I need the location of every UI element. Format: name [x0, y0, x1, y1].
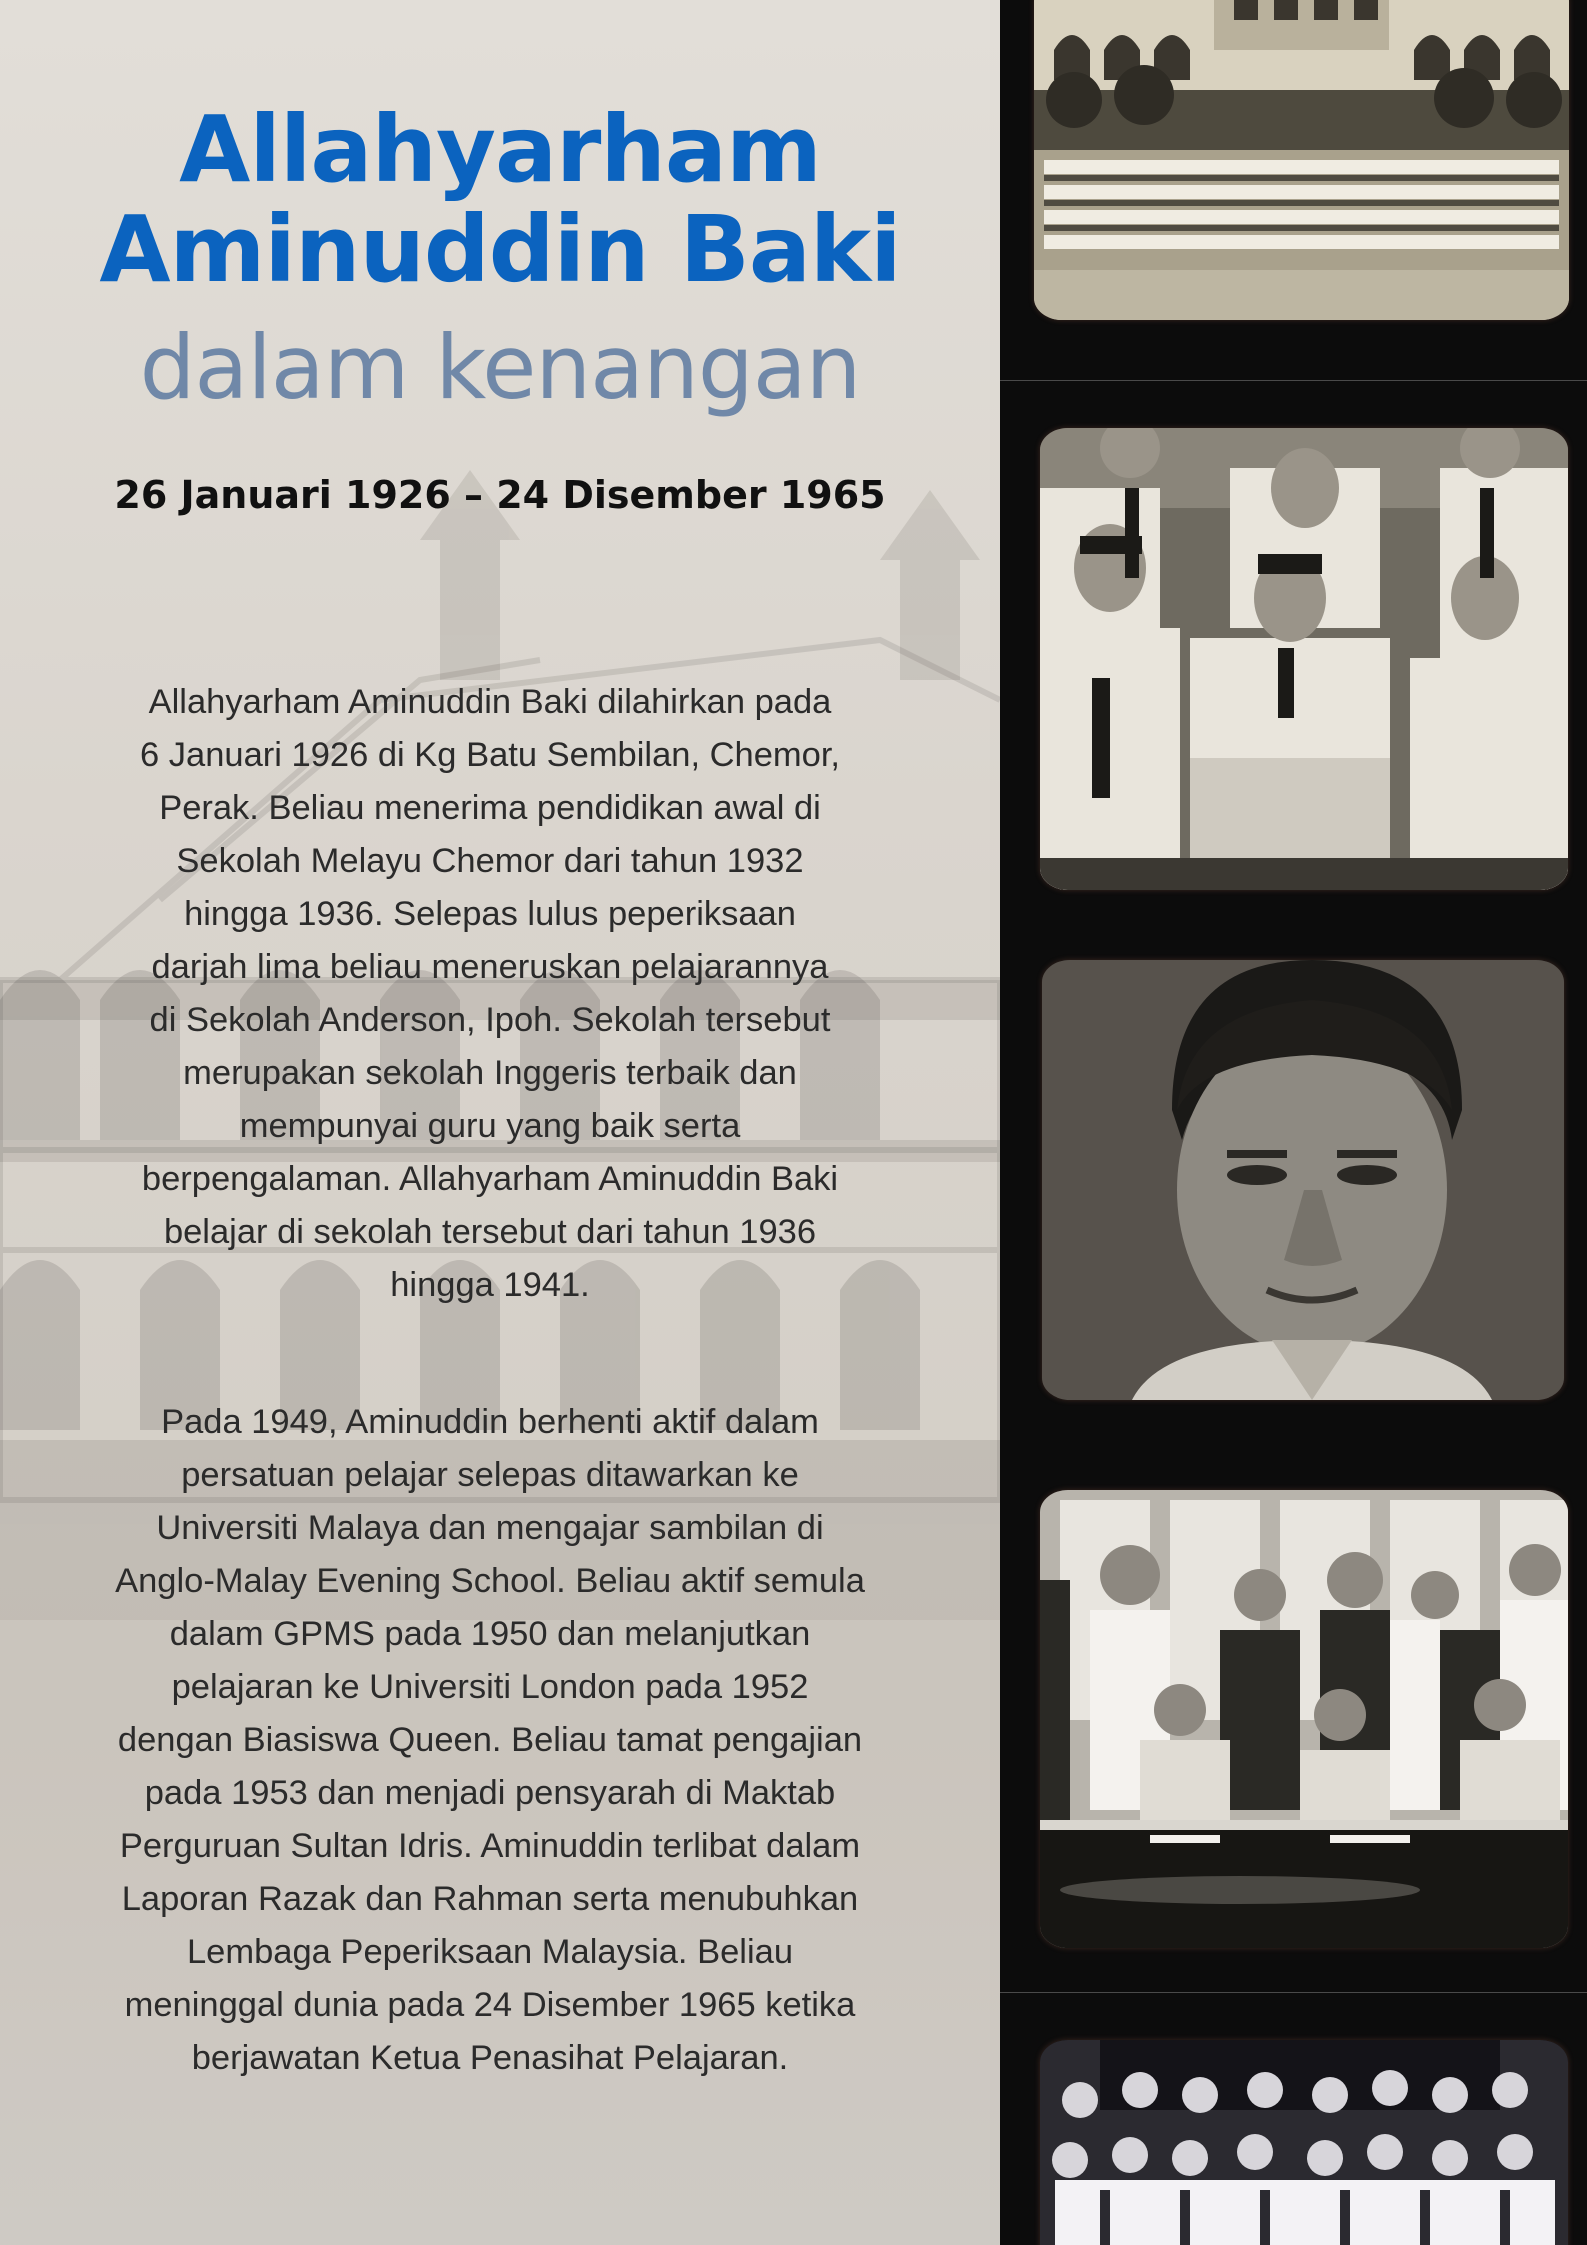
meeting-table-group-photo-icon: [1040, 1490, 1568, 1948]
school-building-group-photo-icon: [1034, 0, 1569, 320]
film-divider: [1000, 1992, 1587, 1993]
title-line-1: Allahyarham: [179, 96, 821, 203]
large-group-photo-icon: [1040, 2040, 1568, 2245]
film-divider: [1000, 380, 1587, 381]
title-line-2: Aminuddin Baki: [99, 196, 901, 303]
film-strip: [1000, 0, 1587, 2245]
biography-paragraph-1: Allahyarham Aminuddin Baki dilahirkan pada 6 Januari 1926 di Kg Batu Sembilan, Chemor, Perak. Beliau menerima pendidikan awal di Sekolah Melayu Chemor dari tahun 1932 hingga 1936. Selepas lulus peperiksaan darjah lima beliau meneruskan pelajarannya di Sekolah Anderson, Ipoh. Sekolah tersebut merupakan sekolah Inggeris terbaik dan mempunyai guru yang baik serta berpengalaman. Allahyarham Aminuddin Baki belajar di sekolah tersebut dari tahun 1936 hingga 1941.: [140, 683, 841, 1304]
portrait-aminuddin-baki-icon: [1042, 960, 1564, 1400]
subtitle: dalam kenangan: [139, 316, 861, 419]
biography-paragraph-2: Pada 1949, Aminuddin berhenti aktif dalam persatuan pelajar selepas ditawarkan ke Universiti Malaya dan mengajar sambilan di Anglo-Malay Evening School. Beliau aktif semula dalam GPMS pada 1950 dan melanjutkan pelajaran ke Universiti London pada 1952 dengan Biasiswa Queen. Beliau tamat pengajian pada 1953 dan menjadi pensyarah di Maktab Perguruan Sultan Idris. Aminuddin terlibat dalam Laporan Razak dan Rahman serta menubuhkan Lembaga Peperiksaan Malaysia. Beliau meninggal dunia pada 24 Disember 1965 ketika berjawatan Ketua Penasihat Pelajaran.: [115, 1403, 865, 2077]
life-dates: 26 Januari 1926 – 24 Disember 1965: [114, 473, 886, 517]
seated-group-portrait-icon: [1040, 428, 1568, 890]
